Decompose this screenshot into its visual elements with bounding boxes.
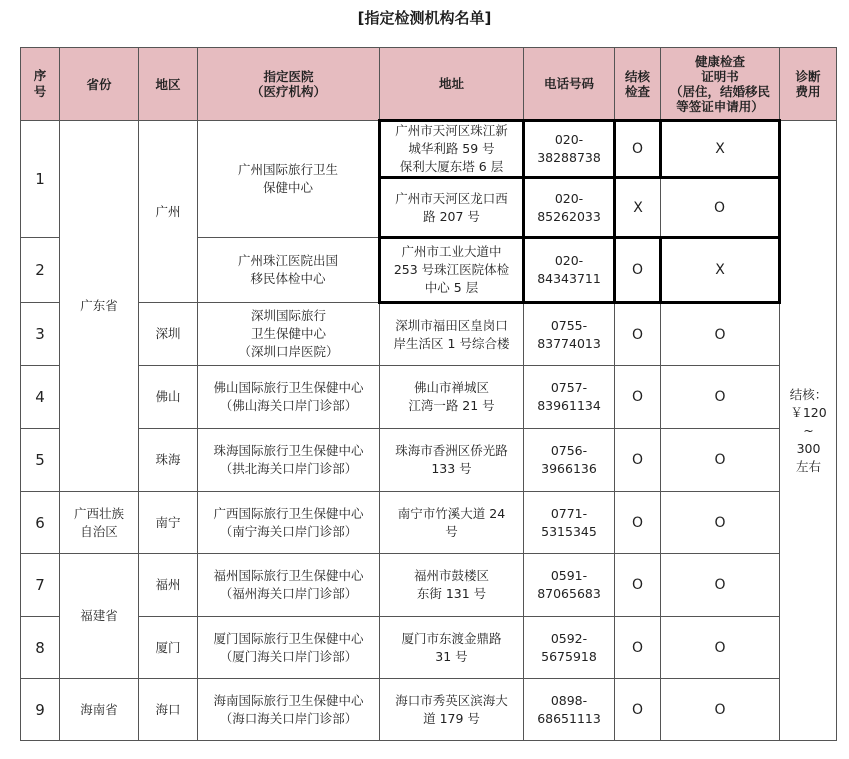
region-cell: 深圳	[139, 303, 198, 366]
region-cell: 佛山	[139, 366, 198, 429]
certificate-cell: O	[661, 429, 780, 492]
tb-check-cell: O	[615, 617, 661, 679]
header-phone: 电话号码	[524, 48, 615, 121]
hospital-cell: 广州国际旅行卫生 保健中心	[198, 121, 380, 238]
phone-cell: 0592- 5675918	[524, 617, 615, 679]
address-cell: 佛山市禅城区 江湾一路 21 号	[380, 366, 524, 429]
table-row	[21, 554, 837, 617]
table-row	[21, 429, 837, 492]
header-row	[21, 48, 837, 121]
table-row	[21, 121, 837, 178]
province-cell: 福建省	[60, 554, 139, 679]
tb-check-cell: O	[615, 429, 661, 492]
region-cell: 广州	[139, 121, 198, 303]
header-seq: 序号	[21, 48, 60, 121]
phone-cell: 0898- 68651113	[524, 679, 615, 741]
phone-cell: 020- 38288738	[524, 121, 615, 178]
address-cell: 广州市工业大道中 253 号珠江医院体检 中心 5 层	[380, 238, 524, 303]
certificate-cell: O	[661, 617, 780, 679]
row-number: 4	[21, 366, 60, 429]
row-number: 5	[21, 429, 60, 492]
row-number: 2	[21, 238, 60, 303]
tb-check-cell: O	[615, 492, 661, 554]
tb-check-cell: O	[615, 679, 661, 741]
phone-cell: 0755- 83774013	[524, 303, 615, 366]
row-number: 1	[21, 121, 60, 238]
certificate-cell: O	[661, 679, 780, 741]
tb-check-cell: O	[615, 303, 661, 366]
row-number: 8	[21, 617, 60, 679]
region-cell: 福州	[139, 554, 198, 617]
header-address: 地址	[380, 48, 524, 121]
address-cell: 广州市天河区珠江新 城华利路 59 号 保利大厦东塔 6 层	[380, 121, 524, 178]
hospital-cell: 广州珠江医院出国 移民体检中心	[198, 238, 380, 303]
certificate-cell: O	[661, 303, 780, 366]
table-row	[21, 303, 837, 366]
institution-table	[20, 47, 837, 741]
row-number: 6	[21, 492, 60, 554]
row-number: 9	[21, 679, 60, 741]
header-health-certificate: 健康检查 证明书 （居住，结婚移民 等签证申请用）	[661, 48, 780, 121]
phone-cell: 0771- 5315345	[524, 492, 615, 554]
header-diagnosis-fee: 诊断 费用	[780, 48, 837, 121]
hospital-cell: 广西国际旅行卫生保健中心 （南宁海关口岸门诊部）	[198, 492, 380, 554]
tb-check-cell: O	[615, 238, 661, 303]
province-cell: 海南省	[60, 679, 139, 741]
table-row	[21, 492, 837, 554]
tb-check-cell: O	[615, 554, 661, 617]
certificate-cell: O	[661, 554, 780, 617]
phone-cell: 0591- 87065683	[524, 554, 615, 617]
address-cell: 海口市秀英区滨海大 道 179 号	[380, 679, 524, 741]
phone-cell: 020- 84343711	[524, 238, 615, 303]
document-title: [指定检测机构名单]	[357, 9, 492, 27]
row-number: 3	[21, 303, 60, 366]
hospital-cell: 深圳国际旅行 卫生保健中心 （深圳口岸医院）	[198, 303, 380, 366]
tb-check-cell: X	[615, 178, 661, 238]
address-cell: 福州市鼓楼区 东街 131 号	[380, 554, 524, 617]
region-cell: 珠海	[139, 429, 198, 492]
region-cell: 南宁	[139, 492, 198, 554]
header-tb-check: 结核 检查	[615, 48, 661, 121]
table-row	[21, 617, 837, 679]
header-hospital: 指定医院 （医疗机构）	[198, 48, 380, 121]
region-cell: 厦门	[139, 617, 198, 679]
address-cell: 深圳市福田区皇岗口 岸生活区 1 号综合楼	[380, 303, 524, 366]
address-cell: 珠海市香洲区侨光路 133 号	[380, 429, 524, 492]
phone-cell: 020- 85262033	[524, 178, 615, 238]
certificate-cell: X	[661, 121, 780, 178]
region-cell: 海口	[139, 679, 198, 741]
phone-cell: 0757- 83961134	[524, 366, 615, 429]
hospital-cell: 佛山国际旅行卫生保健中心 （佛山海关口岸门诊部）	[198, 366, 380, 429]
row-number: 7	[21, 554, 60, 617]
hospital-cell: 海南国际旅行卫生保健中心 （海口海关口岸门诊部）	[198, 679, 380, 741]
tb-check-cell: O	[615, 366, 661, 429]
header-region: 地区	[139, 48, 198, 121]
tb-check-cell: O	[615, 121, 661, 178]
certificate-cell: O	[661, 492, 780, 554]
province-cell: 广东省	[60, 121, 139, 492]
certificate-cell: O	[661, 366, 780, 429]
table-row	[21, 679, 837, 741]
header-province: 省份	[60, 48, 139, 121]
certificate-cell: X	[661, 238, 780, 303]
province-cell: 广西壮族 自治区	[60, 492, 139, 554]
hospital-cell: 珠海国际旅行卫生保健中心 （拱北海关口岸门诊部）	[198, 429, 380, 492]
hospital-cell: 厦门国际旅行卫生保健中心 （厦门海关口岸门诊部）	[198, 617, 380, 679]
phone-cell: 0756- 3966136	[524, 429, 615, 492]
hospital-cell: 福州国际旅行卫生保健中心 （福州海关口岸门诊部）	[198, 554, 380, 617]
fee-cell: 结核： ￥120 ~ 300 左右	[780, 121, 837, 741]
address-cell: 广州市天河区龙口西 路 207 号	[380, 178, 524, 238]
table-row	[21, 366, 837, 429]
address-cell: 南宁市竹溪大道 24 号	[380, 492, 524, 554]
certificate-cell: O	[661, 178, 780, 238]
address-cell: 厦门市东渡金鼎路 31 号	[380, 617, 524, 679]
